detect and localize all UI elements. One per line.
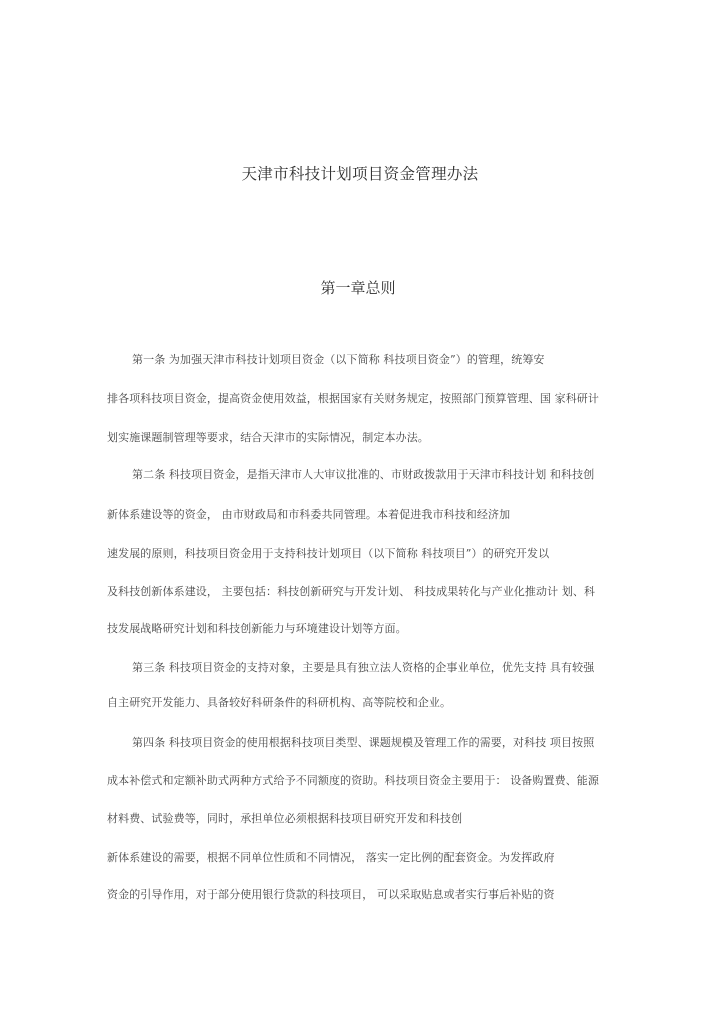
paragraph-line: 划实施课题制管理等要求，结合天津市的实际情况，制定本办法。 <box>107 431 429 444</box>
paragraph-line: 技发展战略研究计划和科技创新能力与环境建设计划等方面。 <box>107 622 407 635</box>
paragraph-line: 排各项科技项目资金，提高资金使用效益，根据国家有关财务规定，按照部门预算管理、国 家科研计 <box>107 392 599 405</box>
chapter-heading: 第一章总则 <box>320 279 396 297</box>
paragraph-line: 第三条 科技项目资金的支持对象，主要是具有独立法人资格的企事业单位，优先支持 具有较强 <box>132 661 595 674</box>
document-title: 天津市科技计划项目资金管理办法 <box>241 165 479 183</box>
paragraph-line: 第四条 科技项目资金的使用根据科技项目类型、课题规模及管理工作的需要，对科技 项目按照 <box>132 736 595 749</box>
paragraph-line: 及科技创新体系建设， 主要包括：科技创新研究与开发计划、 科技成果转化与产业化推动计 划、科 <box>107 585 596 598</box>
paragraph-line: 资金的引导作用，对于部分使用银行贷款的科技项目， 可以采取贴息或者实行事后补贴的资 <box>107 888 555 901</box>
paragraph-line: 新体系建设等的资金， 由市财政局和市科委共同管理。本着促进我市科技和经济加 <box>107 508 511 521</box>
paragraph-line: 自主研究开发能力、具备较好科研条件的科研机构、高等院校和企业。 <box>107 696 452 709</box>
paragraph-line: 第二条 科技项目资金，是指天津市人大审议批准的、市财政拨款用于天津市科技计划 和科技创 <box>132 468 595 481</box>
paragraph-line: 新体系建设的需要，根据不同单位性质和不同情况， 落实一定比例的配套资金。为发挥政府 <box>107 851 555 864</box>
paragraph-line: 成本补偿式和定额补助式两种方式给予不同额度的资助。科技项目资金主要用于： 设备购置费、能源 <box>107 774 599 787</box>
paragraph-line: 第一条 为加强天津市科技计划项目资金（以下简称 科技项目资金”）的管理，统筹安 <box>132 353 545 366</box>
paragraph-line: 速发展的原则，科技项目资金用于支持科技计划项目（以下简称 科技项目”）的研究开发以 <box>107 547 550 560</box>
paragraph-line: 材料费、试验费等，同时，承担单位必须根据科技项目研究开发和科技创 <box>107 812 463 825</box>
